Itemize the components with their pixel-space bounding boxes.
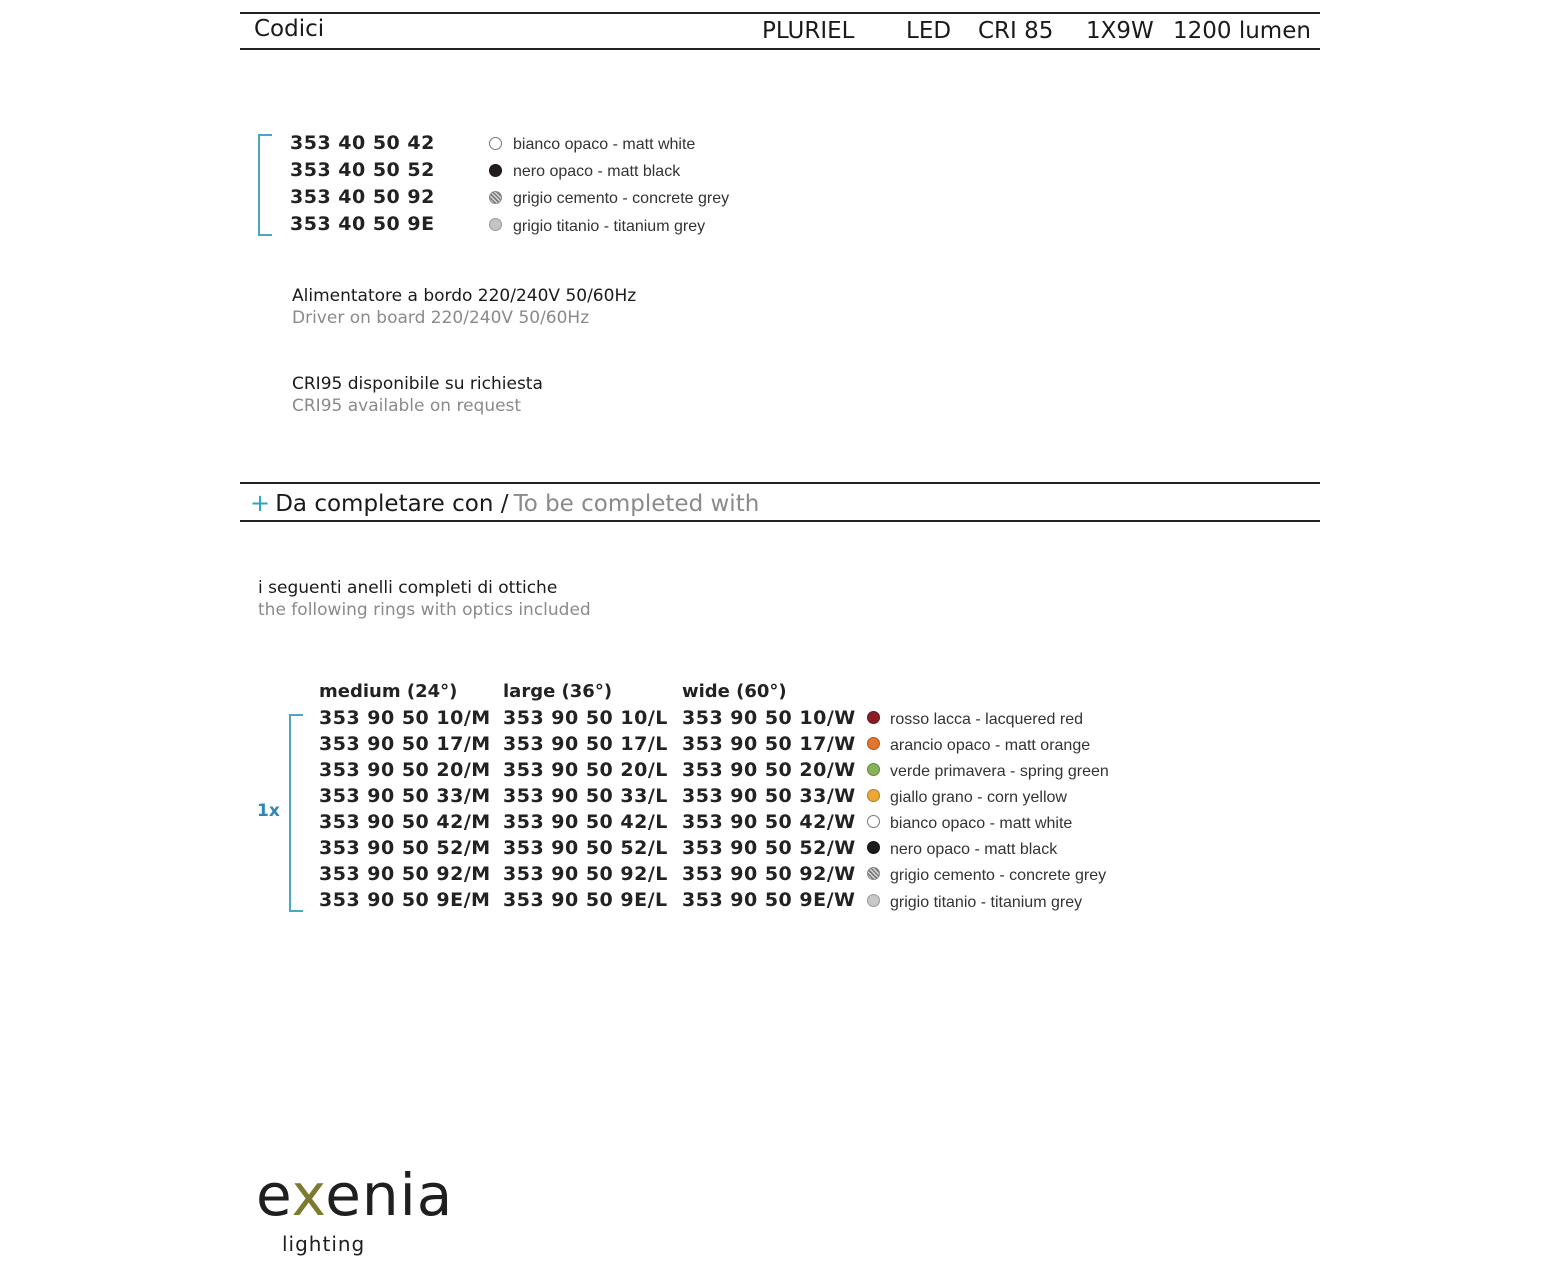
cri-note-en: CRI95 available on request [292,396,522,416]
ring-code-large: 353 90 50 9E/L [503,889,668,911]
rings-bracket [289,714,303,912]
ring-code-wide: 353 90 50 17/W [682,733,856,755]
swatch-lacquered-red [867,711,880,724]
product-code: 353 40 50 9E [290,213,435,235]
ring-finish-label: grigio cemento - concrete grey [890,867,1107,884]
swatch-titanium-grey [489,218,502,231]
logo-x: x [291,1161,326,1229]
driver-note-en: Driver on board 220/240V 50/60Hz [292,308,590,328]
finish-label: nero opaco - matt black [513,163,681,180]
ring-code-wide: 353 90 50 10/W [682,707,856,729]
finish-label: bianco opaco - matt white [513,136,696,153]
rings-intro-it: i seguenti anelli completi di ottiche [258,578,558,598]
ring-code-wide: 353 90 50 20/W [682,759,856,781]
ring-code-medium: 353 90 50 92/M [319,863,491,885]
swatch-concrete-grey [867,867,880,880]
header-spec-cri: CRI 85 [978,18,1054,44]
cri-note-it: CRI95 disponibile su richiesta [292,374,543,394]
finish-label: grigio cemento - concrete grey [513,190,730,207]
ring-code-large: 353 90 50 33/L [503,785,668,807]
ring-finish-label: giallo grano - corn yellow [890,789,1067,806]
ring-code-large: 353 90 50 92/L [503,863,668,885]
section-title-en: To be completed with [513,491,760,517]
swatch-corn-yellow [867,789,880,802]
section-title [250,489,759,517]
ring-code-large: 353 90 50 42/L [503,811,668,833]
swatch-concrete-grey [489,191,502,204]
logo-enia: enia [325,1161,454,1229]
swatch-matt-black [489,164,502,177]
ring-code-wide: 353 90 50 42/W [682,811,856,833]
ring-code-wide: 353 90 50 92/W [682,863,856,885]
rings-intro-en: the following rings with optics included [258,600,591,620]
ring-code-medium: 353 90 50 33/M [319,785,491,807]
section-top-rule [240,482,1320,484]
header-spec-family: PLURIEL [762,18,855,44]
ring-code-wide: 353 90 50 33/W [682,785,856,807]
ring-code-medium: 353 90 50 20/M [319,759,491,781]
swatch-titanium-grey [867,894,880,907]
ring-code-large: 353 90 50 52/L [503,837,668,859]
ring-code-wide: 353 90 50 9E/W [682,889,856,911]
ring-finish-label: bianco opaco - matt white [890,815,1073,832]
product-bracket [258,134,272,236]
column-header-medium: medium (24°) [319,681,458,702]
ring-code-medium: 353 90 50 9E/M [319,889,491,911]
header-spec-power: 1X9W [1086,18,1154,44]
section-bottom-rule [240,520,1320,522]
swatch-matt-white [489,137,502,150]
section-title-it: Da completare con / [275,491,509,517]
ring-code-medium: 353 90 50 42/M [319,811,491,833]
ring-code-large: 353 90 50 20/L [503,759,668,781]
swatch-matt-orange [867,737,880,750]
ring-code-medium: 353 90 50 52/M [319,837,491,859]
ring-finish-label: arancio opaco - matt orange [890,737,1091,754]
ring-finish-label: rosso lacca - lacquered red [890,711,1083,728]
logo-subtitle: lighting [282,1232,366,1256]
ring-code-medium: 353 90 50 10/M [319,707,491,729]
plus-icon: + [250,489,271,517]
column-header-large: large (36°) [503,681,613,702]
product-code: 353 40 50 92 [290,186,435,208]
swatch-matt-white [867,815,880,828]
product-code: 353 40 50 52 [290,159,435,181]
ring-code-wide: 353 90 50 52/W [682,837,856,859]
column-header-wide: wide (60°) [682,681,787,702]
quantity-label: 1x [257,801,280,821]
header-top-rule [240,12,1320,14]
ring-code-large: 353 90 50 17/L [503,733,668,755]
product-code: 353 40 50 42 [290,132,435,154]
swatch-matt-black [867,841,880,854]
header-bottom-rule [240,48,1320,50]
ring-finish-label: nero opaco - matt black [890,841,1058,858]
logo-e: e [256,1161,292,1229]
brand-logo [256,1160,454,1256]
ring-code-medium: 353 90 50 17/M [319,733,491,755]
logo-wordmark [256,1160,453,1230]
driver-note-it: Alimentatore a bordo 220/240V 50/60Hz [292,286,637,306]
header-spec-source: LED [906,18,952,44]
ring-finish-label: verde primavera - spring green [890,763,1109,780]
swatch-spring-green [867,763,880,776]
ring-finish-label: grigio titanio - titanium grey [890,894,1083,911]
header-spec-lumen: 1200 lumen [1173,18,1311,44]
finish-label: grigio titanio - titanium grey [513,218,706,235]
header-title: Codici [254,16,325,42]
ring-code-large: 353 90 50 10/L [503,707,668,729]
